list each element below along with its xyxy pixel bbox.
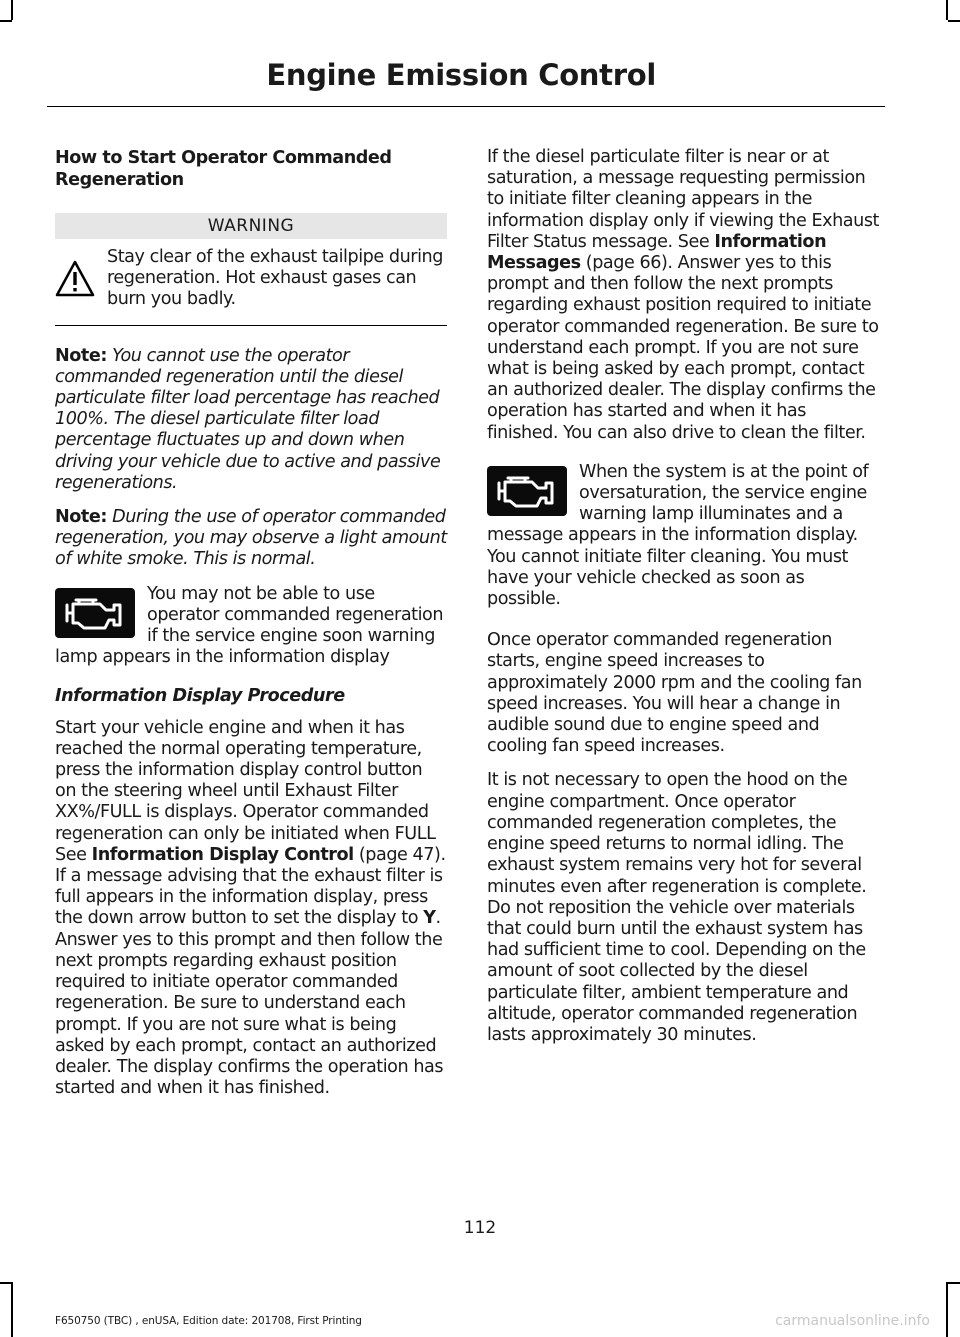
procedure-text: (page 47). If a message advising that the exhaust filter is full appears in the information display, press the down arrow button to set the display to <box>55 844 446 929</box>
lamp-paragraph <box>55 584 447 669</box>
footer-edition: F650750 (TBC) , enUSA, Edition date: 201708, First Printing <box>55 1315 362 1327</box>
note-paragraph <box>55 346 447 494</box>
warning-triangle-icon <box>55 259 95 299</box>
crop-mark <box>948 1282 960 1284</box>
right-column <box>487 147 879 1059</box>
check-engine-icon <box>55 588 135 638</box>
cross-reference-link[interactable]: Information Display Control <box>91 844 354 865</box>
procedure-paragraph <box>55 718 447 1100</box>
paragraph-text: If the diesel particulate filter is near or at saturation, a message requesting permission to initiate filter cleaning appears in the information display only if viewing the Exhaust Filter Status message. See <box>487 147 879 252</box>
crop-mark <box>946 0 948 20</box>
note-text: You cannot use the operator commanded regeneration until the diesel particulate filter load percentage has reached 100%. The diesel particulate filter load percentage fluctuates up and down when driving your vehicle due to active and passive regenerations. <box>55 345 441 493</box>
crop-mark <box>946 1282 948 1337</box>
cross-reference-link[interactable]: Information Messages <box>487 231 827 274</box>
watermark: carmanualsonline.info <box>775 1313 930 1329</box>
warning-box <box>55 247 447 326</box>
section-heading: How to Start Operator Commanded Regeneration <box>55 148 392 190</box>
warning-text: Stay clear of the exhaust tailpipe during regeneration. Hot exhaust gases can burn you badly. <box>107 247 443 310</box>
crop-mark <box>0 1282 12 1284</box>
display-value-y: Y <box>423 908 436 929</box>
lamp-text: You may not be able to use operator commanded regeneration if the service engine soon warning lamp appears in the information display <box>55 583 444 668</box>
hood-paragraph: It is not necessary to open the hood on the engine compartment. Once operator commanded regeneration completes, the engine speed returns to normal idling. The exhaust system remains very hot for several minutes even after regeneration is complete. Do not reposition the vehicle over materials that could burn until the exhaust system has had sufficient time to cool. Depending on the amount of soot collected by the diesel particulate filter, ambient temperature and altitude, operator commanded regeneration lasts approximately 30 minutes. <box>487 770 867 1045</box>
procedure-text: Start your vehicle engine and when it has reached the normal operating temperature, press the information display control button on the steering wheel until Exhaust Filter XX%/FULL is displays. Operator commanded regeneration can only be initiated when FULL See <box>55 717 436 865</box>
subheading: Information Display Procedure <box>55 686 345 707</box>
lamp-paragraph <box>487 462 879 610</box>
page-title: Engine Emission Control <box>266 58 656 92</box>
note-label: Note: <box>55 507 107 528</box>
crop-mark <box>948 20 960 22</box>
saturation-paragraph <box>487 147 879 444</box>
crop-mark <box>11 0 13 20</box>
left-column <box>55 147 447 1112</box>
note-paragraph <box>55 507 447 571</box>
title-divider <box>47 106 885 107</box>
regeneration-paragraph: Once operator commanded regeneration starts, engine speed increases to approximately 2000 rpm and the cooling fan speed increases. You will hear a change in audible sound due to engine speed and cooling fan speed increases. <box>487 630 862 757</box>
note-text: During the use of operator commanded regeneration, you may observe a light amount of white smoke. This is normal. <box>55 507 447 570</box>
crop-mark <box>0 20 12 22</box>
crop-mark <box>11 1282 13 1337</box>
procedure-text: . Answer yes to this prompt and then follow the next prompts regarding exhaust position required to initiate operator commanded regeneration. Be sure to understand each prompt. If you are not sure what is being asked by each prompt, contact an authorized dealer. The display confirms the operation has started and when it has finished. <box>55 908 444 1099</box>
note-label: Note: <box>55 345 107 366</box>
paragraph-text: (page 66). Answer yes to this prompt and then follow the next prompts regarding exhaust position required to initiate operator commanded regeneration. Be sure to understand each prompt. If you are not sure what is being asked by each prompt, contact an authorized dealer. The display confirms the operation has started and when it has finished. You can also drive to clean the filter. <box>487 253 879 443</box>
lamp-text: When the system is at the point of oversaturation, the service engine warning lamp illuminates and a message appears in the information display. You cannot initiate filter cleaning. You must have your vehicle checked as soon as possible. <box>487 461 869 610</box>
check-engine-icon <box>487 466 567 516</box>
warning-label: WARNING <box>55 213 447 239</box>
page-number: 112 <box>463 1218 497 1238</box>
